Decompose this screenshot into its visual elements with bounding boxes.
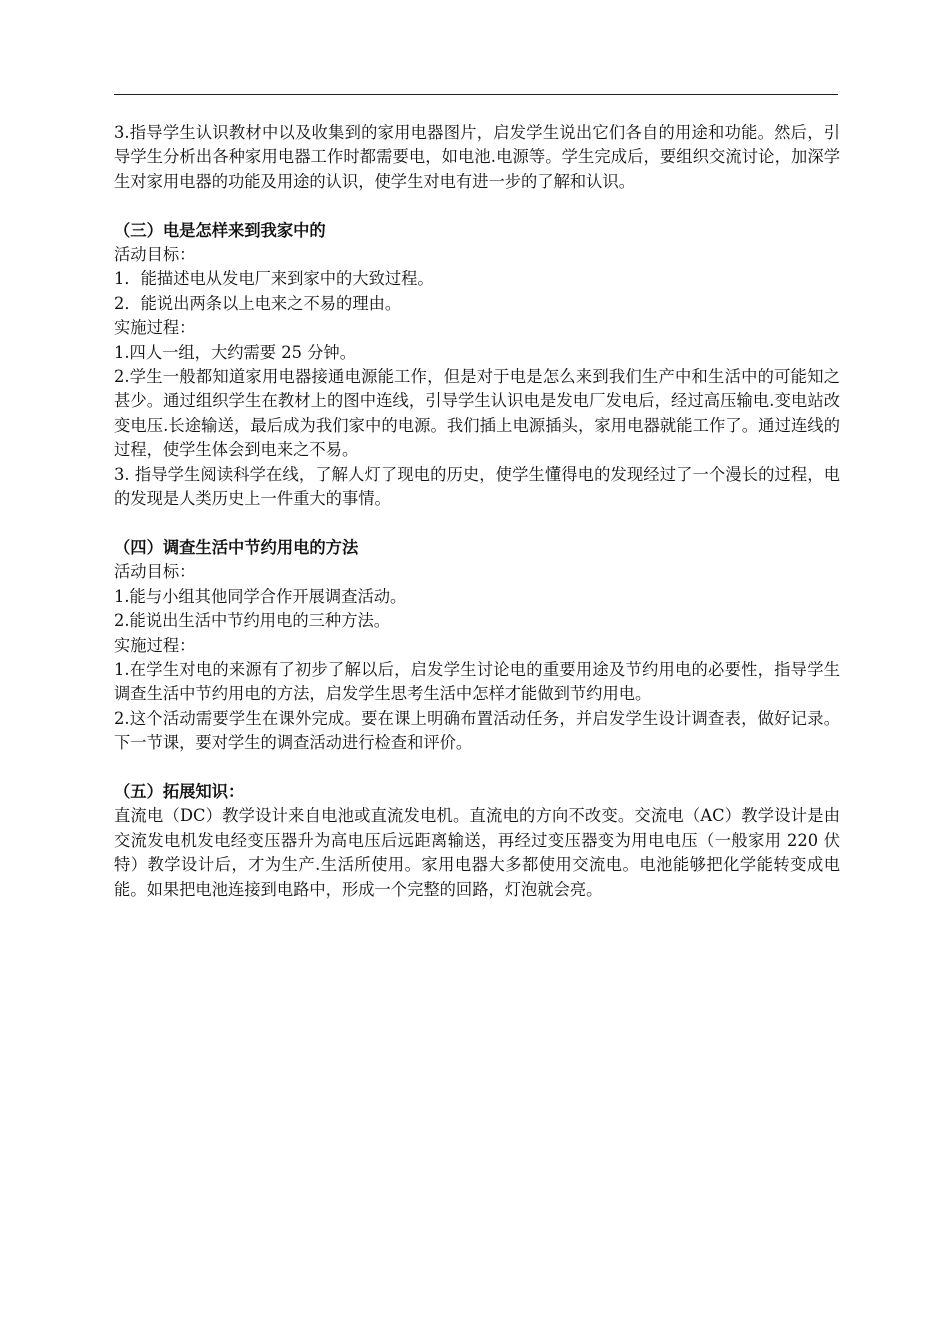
section-3-process-3: 3. 指导学生阅读科学在线，了解人灯了现电的历史，使学生懂得电的发现经过了一个漫长的过程，电的发现是人类历史上一件重大的事情。 bbox=[114, 464, 840, 509]
section-4-goals-label: 活动目标： bbox=[114, 562, 196, 582]
section-3-process-label: 实施过程： bbox=[114, 318, 196, 338]
spacer bbox=[114, 194, 840, 218]
section-3-heading: （三）电是怎样来到我家中的 bbox=[114, 220, 326, 240]
section-3-process-2: 2.学生一般都知道家用电器接通电源能工作，但是对于电是怎么来到我们生产中和生活中的可能知之甚少。通过组织学生在教材上的图中连线，引导学生认识电是发电厂发电后，经过高压输电.变电站改变电压.长途输送，最后成为我们家中的电源。我们插上电源插头，家用电器就能工作了。通过连线的过程，使学生体会到电来之不易。 bbox=[114, 367, 840, 460]
section-5-heading: （五）拓展知识： bbox=[114, 781, 245, 801]
section-3-process-1: 1.四人一组，大约需要 25 分钟。 bbox=[114, 342, 356, 362]
header-rule bbox=[114, 94, 838, 95]
section-3-goal-2: 2．能说出两条以上电来之不易的理由。 bbox=[114, 293, 402, 313]
section-4-process-1: 1.在学生对电的来源有了初步了解以后，启发学生讨论电的重要用途及节约用电的必要性，指导学生调查生活中节约用电的方法，启发学生思考生活中怎样才能做到节约用电。 bbox=[114, 659, 840, 704]
section-4-goal-2: 2.能说出生活中节约用电的三种方法。 bbox=[114, 611, 391, 631]
section-4-process-label: 实施过程： bbox=[114, 635, 196, 655]
section-4-heading: （四）调查生活中节约用电的方法 bbox=[114, 537, 359, 557]
intro-paragraph-3: 3.指导学生认识教材中以及收集到的家用电器图片，启发学生说出它们各自的用途和功能。然后，引导学生分析出各种家用电器工作时都需要电，如电池.电源等。学生完成后，要组织交流讨论，加深学生对家用电器的功能及用途的认识，使学生对电有进一步的了解和认识。 bbox=[114, 123, 840, 191]
document-body bbox=[114, 121, 840, 902]
section-4-goal-1: 1.能与小组其他同学合作开展调查活动。 bbox=[114, 586, 407, 606]
section-5-body: 直流电（DC）教学设计来自电池或直流发电机。直流电的方向不改变。交流电（AC）教学设计是由交流发电机发电经变压器升为高电压后远距离输送，再经过变压器变为用电电压（一般家用 220 伏特）教学设计后，才为生产.生活所使用。家用电器大多都使用交流电。电池能够把化学能转变成电能。如果把电池连接到电路中，形成一个完整的回路，灯泡就会亮。 bbox=[114, 806, 840, 899]
spacer bbox=[114, 511, 840, 535]
section-3-goals-label: 活动目标： bbox=[114, 245, 196, 265]
spacer bbox=[114, 756, 840, 780]
section-3-goal-1: 1．能描述电从发电厂来到家中的大致过程。 bbox=[114, 269, 434, 289]
section-4-process-2: 2.这个活动需要学生在课外完成。要在课上明确布置活动任务，并启发学生设计调查表，做好记录。下一节课，要对学生的调查活动进行检查和评价。 bbox=[114, 708, 840, 753]
